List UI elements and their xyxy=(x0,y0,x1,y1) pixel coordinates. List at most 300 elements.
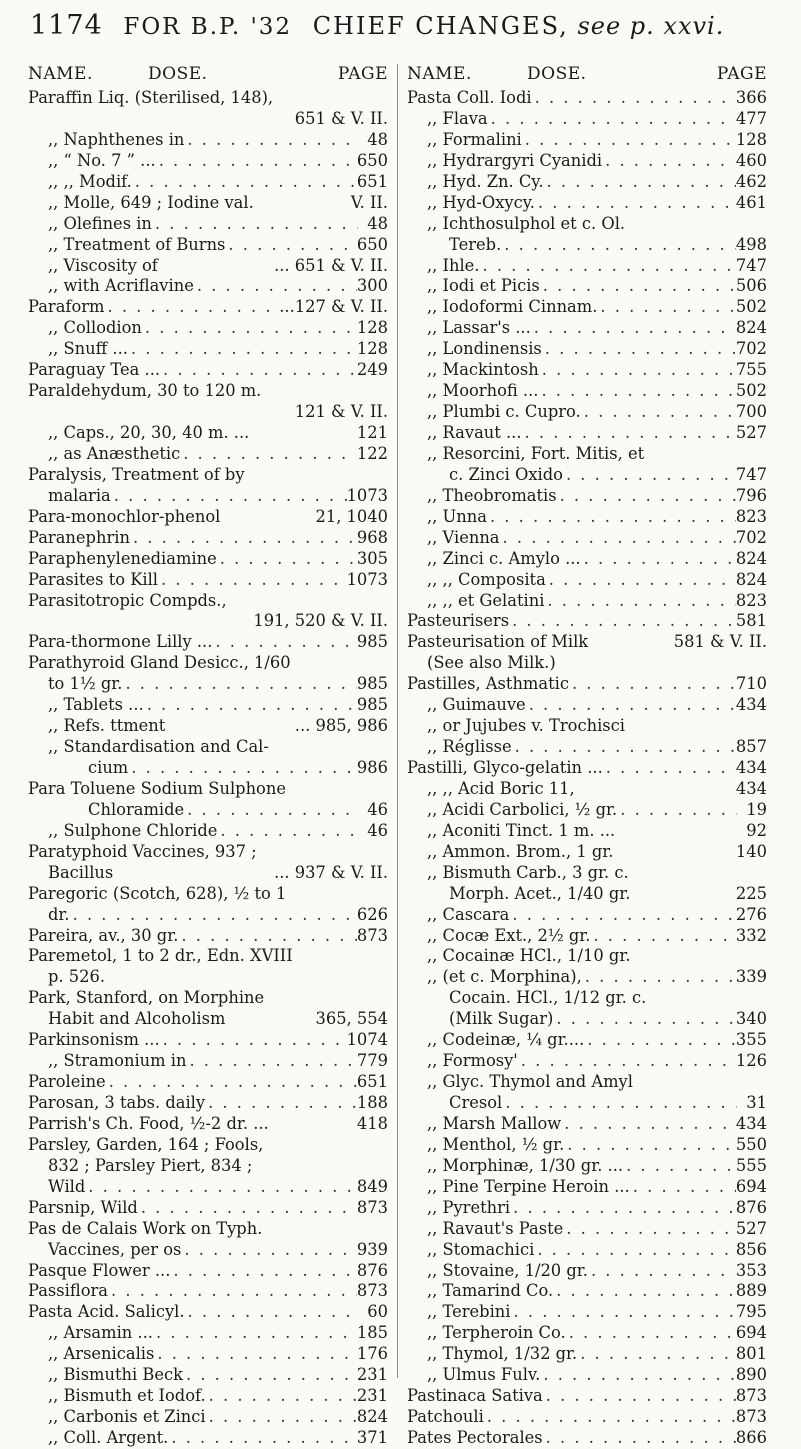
entry-name: ,, Resorcini, Fort. Mitis, et xyxy=(427,443,645,463)
entry-page xyxy=(358,842,388,863)
entry-page: 353 xyxy=(735,1260,767,1280)
index-entry xyxy=(28,1407,388,1428)
index-entry xyxy=(407,1281,767,1302)
entry-page: 231 xyxy=(356,1386,388,1406)
spacer xyxy=(291,653,358,674)
entry-page xyxy=(358,946,388,967)
entry-page: 176 xyxy=(356,1344,388,1364)
entry-name: Pastinaca Sativa xyxy=(407,1386,543,1406)
entry-page: 140 xyxy=(735,841,767,861)
entry-page: 824 xyxy=(735,569,767,589)
entry-page: 128 xyxy=(735,129,767,149)
index-entry xyxy=(28,611,388,632)
index-entry xyxy=(28,800,388,821)
index-entry xyxy=(407,276,767,297)
entry-page: 477 xyxy=(735,108,767,128)
index-entry xyxy=(407,905,767,926)
dot-leader xyxy=(70,905,357,926)
index-entry xyxy=(407,611,767,632)
dot-leader xyxy=(484,1407,736,1428)
entry-name: Vaccines, per os xyxy=(48,1239,182,1259)
index-entry xyxy=(28,444,388,465)
index-entry xyxy=(407,842,767,863)
entry-name: Para-thormone Lilly ... xyxy=(28,632,213,652)
dot-leader xyxy=(582,967,736,988)
dot-leader xyxy=(160,360,357,381)
index-entry xyxy=(28,695,388,716)
entry-name: ,, Iodi et Picis xyxy=(427,276,540,296)
index-entry xyxy=(407,737,767,758)
entry-name: cium xyxy=(88,758,129,777)
entry-name: (Milk Sugar) xyxy=(449,1009,554,1029)
dot-leader xyxy=(543,1386,736,1407)
index-entry xyxy=(407,884,767,905)
entry-page: 527 xyxy=(735,1218,767,1238)
spacer xyxy=(625,214,737,235)
index-entry xyxy=(407,528,767,549)
index-entry xyxy=(28,297,388,318)
index-entry xyxy=(28,988,388,1009)
entry-name: ,, Guimauve xyxy=(427,695,526,715)
dot-leader xyxy=(603,758,736,779)
entry-name: ,, Moorhofi ... xyxy=(427,381,539,401)
entry-page: 889 xyxy=(735,1281,767,1301)
index-entry xyxy=(407,863,767,884)
spacer xyxy=(249,423,357,444)
dot-leader xyxy=(128,339,357,360)
spacer xyxy=(613,842,735,863)
entry-name: ,, Ravaut ... xyxy=(427,423,522,442)
entry-page: 434 xyxy=(735,758,767,777)
dose-heading: DOSE. xyxy=(527,64,587,84)
entry-name: Parkinsonism ... xyxy=(28,1030,160,1050)
entry-page xyxy=(358,653,388,674)
entry-name: (See also Milk.) xyxy=(427,653,556,673)
entry-name: Pasta Coll. Iodi xyxy=(407,88,532,107)
entry-name: ,, Pyrethri xyxy=(427,1197,511,1217)
index-entry xyxy=(407,1051,767,1072)
entry-page: 651 xyxy=(356,171,388,191)
entry-page: 801 xyxy=(735,1344,767,1364)
dot-leader xyxy=(500,528,736,549)
index-entry xyxy=(28,1240,388,1261)
spacer xyxy=(588,632,674,653)
entry-name: Parasitotropic Compds., xyxy=(28,590,227,610)
spacer xyxy=(286,779,358,800)
entry-page: 581 & V. II. xyxy=(673,632,767,652)
index-entry xyxy=(407,172,767,193)
dot-leader xyxy=(539,360,736,381)
index-entry xyxy=(407,444,767,465)
entry-name: malaria xyxy=(48,485,111,505)
entry-name: Bacillus xyxy=(48,862,114,882)
entry-page: 779 xyxy=(356,1051,388,1071)
entry-name: Parosan, 3 tabs. daily xyxy=(28,1093,206,1112)
entry-name: ,, Arsenicalis xyxy=(48,1344,155,1364)
entry-name: ,, Sulphone Chloride xyxy=(48,820,218,840)
entry-page xyxy=(358,1219,388,1240)
index-entry xyxy=(407,1323,767,1344)
entry-name xyxy=(28,611,148,632)
entry-name: Paraform xyxy=(28,297,105,317)
dot-leader xyxy=(144,695,357,716)
entry-page: 873 xyxy=(356,1281,388,1301)
dot-leader xyxy=(510,1198,736,1219)
entry-page: 985 xyxy=(356,695,388,715)
index-entry xyxy=(407,1198,767,1219)
entry-page: 21, 1040 xyxy=(315,506,388,526)
dot-leader xyxy=(542,339,736,360)
entry-name: ,, Ichthosulphol et c. Ol. xyxy=(427,213,626,233)
entry-name: Pasteurisers xyxy=(407,611,510,631)
index-entry xyxy=(28,256,388,277)
spacer xyxy=(257,842,358,863)
dot-leader xyxy=(153,1323,357,1344)
index-entry xyxy=(28,381,388,402)
index-entry xyxy=(28,360,388,381)
entry-page: 305 xyxy=(356,548,388,568)
index-entry xyxy=(407,1428,767,1449)
index-entry xyxy=(28,1302,388,1323)
dot-leader xyxy=(184,130,358,151)
entry-name: Cocain. HCl., 1/12 gr. c. xyxy=(449,988,647,1008)
entry-page: 121 xyxy=(356,423,388,442)
entry-page: 462 xyxy=(735,171,767,191)
entry-name: ,, “ No. 7 ” ... xyxy=(48,150,156,170)
entry-page: 890 xyxy=(735,1365,767,1385)
entry-page xyxy=(358,884,388,905)
entry-name: Paregoric (Scotch, 628), ½ to 1 xyxy=(28,883,287,903)
index-entry xyxy=(28,905,388,926)
index-entry xyxy=(407,1386,767,1407)
index-entry xyxy=(28,967,388,988)
entry-name: ,, Collodion xyxy=(48,318,142,338)
entry-name: ,, Menthol, ½ gr. xyxy=(427,1134,565,1154)
dot-leader xyxy=(543,1428,736,1449)
spacer xyxy=(286,884,358,905)
index-entry xyxy=(28,946,388,967)
entry-name: ,, Cocæ Ext., 2½ gr. xyxy=(427,925,591,945)
dot-leader xyxy=(122,674,356,695)
page-heading: PAGE xyxy=(716,64,767,84)
index-entry xyxy=(407,632,767,653)
entry-name: Paralysis, Treatment of by xyxy=(28,464,245,484)
dot-leader xyxy=(561,1114,736,1135)
entry-name: ,, Thymol, 1/32 gr. xyxy=(427,1344,578,1364)
index-entry xyxy=(28,632,388,653)
entry-name: Para Toluene Sodium Sulphone xyxy=(28,778,286,798)
entry-page: 48 xyxy=(367,213,388,233)
column-header xyxy=(407,64,767,88)
dot-leader xyxy=(205,1093,357,1114)
index-entry xyxy=(28,1051,388,1072)
index-entry xyxy=(407,946,767,967)
entry-name: p. 526. xyxy=(48,967,106,987)
entry-name: Tereb. xyxy=(449,234,502,254)
entry-name: ,, Standardisation and Cal- xyxy=(48,737,269,757)
index-entry xyxy=(28,716,388,737)
index-entry xyxy=(28,653,388,674)
column-header xyxy=(28,64,388,88)
index-entry xyxy=(407,988,767,1009)
entry-name: ,, Arsamin ... xyxy=(48,1323,153,1343)
entry-page: 434 xyxy=(735,695,767,715)
index-entry xyxy=(407,1135,767,1156)
spacer xyxy=(625,716,737,737)
entry-name: ,, Formalini xyxy=(427,129,522,149)
entry-name: ,, Hydrargyri Cyanidi xyxy=(427,150,603,170)
dot-leader xyxy=(588,1261,736,1282)
index-entry xyxy=(407,570,767,591)
entry-page: 506 xyxy=(735,276,767,296)
entry-name: ,, Morphinæ, 1/30 gr. ... xyxy=(427,1155,624,1175)
name-heading: NAME. xyxy=(407,64,472,84)
index-entry xyxy=(28,1323,388,1344)
entry-page: 502 xyxy=(735,297,767,317)
index-entry xyxy=(28,1135,388,1156)
entry-page: 527 xyxy=(735,423,767,442)
dot-leader xyxy=(584,1030,736,1051)
entry-name: ,, Codeinæ, ¼ gr.... xyxy=(427,1030,585,1050)
spacer xyxy=(148,402,295,423)
dot-leader xyxy=(142,318,357,339)
index-entry xyxy=(407,339,767,360)
index-entry xyxy=(407,1344,767,1365)
entry-page: ... 651 & V. II. xyxy=(274,255,388,275)
dot-leader xyxy=(532,88,736,109)
dot-leader xyxy=(186,1051,356,1072)
entry-name: ,, Zinci c. Amylo ... xyxy=(427,548,581,568)
index-entry xyxy=(407,1177,767,1198)
dot-leader xyxy=(535,193,736,214)
entry-name: Pareira, av., 30 gr. xyxy=(28,925,179,945)
dot-leader xyxy=(563,465,736,486)
index-entry xyxy=(28,1114,388,1135)
entry-name: ,, Iodoformi Cinnam. xyxy=(427,297,598,317)
entry-name: ,, Terebini xyxy=(427,1302,511,1322)
index-entry xyxy=(28,172,388,193)
index-entry xyxy=(407,297,767,318)
entry-page: 849 xyxy=(356,1176,388,1196)
entry-page: 873 xyxy=(356,1197,388,1217)
entry-page xyxy=(358,1135,388,1156)
entry-page: 340 xyxy=(735,1009,767,1029)
dot-leader xyxy=(178,926,357,947)
entry-page: 626 xyxy=(356,904,388,924)
entry-name: ,, ,, et Gelatini xyxy=(427,590,545,610)
entry-page: 128 xyxy=(356,339,388,359)
index-entry xyxy=(28,1072,388,1093)
index-entry xyxy=(407,360,767,381)
entry-page: 498 xyxy=(735,234,767,254)
dot-leader xyxy=(566,1323,736,1344)
entry-name: ,, Aconiti Tinct. 1 m. ... xyxy=(427,820,616,840)
index-entry xyxy=(407,256,767,277)
entry-page: 225 xyxy=(735,883,767,903)
index-entry xyxy=(28,109,388,130)
entry-name: ,, Ammon. Brom., 1 gr. xyxy=(427,841,614,861)
entry-page: 866 xyxy=(735,1428,767,1447)
index-entry xyxy=(28,193,388,214)
spacer xyxy=(575,779,736,800)
dot-leader xyxy=(623,1156,736,1177)
entry-page: 694 xyxy=(735,1176,767,1196)
entry-name: ,, Mackintosh xyxy=(427,360,539,380)
entry-page: 651 & V. II. xyxy=(294,108,388,128)
index-entry xyxy=(28,318,388,339)
dot-leader xyxy=(509,611,736,632)
dot-leader xyxy=(217,549,357,570)
dot-leader xyxy=(488,109,736,130)
spacer xyxy=(148,611,253,632)
dot-leader xyxy=(563,1219,736,1240)
spacer xyxy=(245,465,358,486)
index-entry xyxy=(407,800,767,821)
entry-page: 710 xyxy=(735,674,767,694)
index-entry xyxy=(28,130,388,151)
index-entry xyxy=(28,737,388,758)
entry-name: ,, as Anæsthetic xyxy=(48,443,181,463)
entry-name: ,, Naphthenes in xyxy=(48,129,185,149)
entry-name: dr. xyxy=(48,904,70,924)
entry-name: ,, Bismuth Carb., 3 gr. c. xyxy=(427,862,629,882)
entry-page xyxy=(737,653,767,674)
index-entry xyxy=(407,1302,767,1323)
entry-page: 60 xyxy=(367,1302,388,1322)
entry-name: Parasites to Kill xyxy=(28,569,158,589)
dot-leader xyxy=(512,737,736,758)
dot-leader xyxy=(577,1344,736,1365)
dot-leader xyxy=(85,1177,357,1198)
entry-page: 702 xyxy=(735,339,767,359)
dot-leader xyxy=(581,549,736,570)
entry-name: ,, Theobromatis xyxy=(427,485,557,505)
index-entry xyxy=(28,884,388,905)
entry-page: 122 xyxy=(356,443,388,463)
entry-name: Paranephrin xyxy=(28,527,130,547)
spacer xyxy=(269,737,358,758)
dot-leader xyxy=(111,486,347,507)
entry-page: 702 xyxy=(735,527,767,547)
index-entry xyxy=(28,339,388,360)
index-entry xyxy=(407,1093,767,1114)
index-entry xyxy=(28,863,388,884)
entry-page xyxy=(358,988,388,1009)
entry-name: ,, Pine Terpine Heroin ... xyxy=(427,1176,630,1196)
index-entry xyxy=(407,758,767,779)
entry-name: Paraffin Liq. (Sterilised, 148), xyxy=(28,88,274,107)
dot-leader xyxy=(181,1240,357,1261)
spacer xyxy=(225,1009,315,1030)
entry-page: 365, 554 xyxy=(315,1009,388,1029)
entry-name: Pasteurisation of Milk xyxy=(407,632,589,652)
entry-page xyxy=(358,381,388,402)
dot-leader xyxy=(557,486,736,507)
dot-leader xyxy=(630,1177,736,1198)
entry-name: ,, with Acriflavine xyxy=(48,276,194,296)
dot-leader xyxy=(546,570,736,591)
dot-leader xyxy=(479,256,735,277)
spacer xyxy=(165,716,294,737)
entry-name: Pastilli, Glyco-gelatin ... xyxy=(407,758,603,777)
entry-page: 128 xyxy=(356,318,388,338)
entry-page: 823 xyxy=(735,590,767,610)
entry-name: ,, Cocainæ HCl., 1/10 gr. xyxy=(427,946,631,966)
entry-name: Pasta Acid. Salicyl. xyxy=(28,1302,185,1322)
entry-name: ,, Molle, 649 ; Iodine val. xyxy=(48,192,254,212)
entry-name: ,, Plumbi c. Cupro. xyxy=(427,402,581,422)
entry-page: 555 xyxy=(735,1155,767,1175)
index-entry xyxy=(28,821,388,842)
entry-page: 873 xyxy=(735,1386,767,1406)
dot-leader xyxy=(130,528,357,549)
entry-page: 1074 xyxy=(346,1030,388,1050)
entry-name: ,, Londinensis xyxy=(427,339,542,359)
entry-name: ,, Bismuth et Iodof. xyxy=(48,1386,206,1406)
spacer xyxy=(105,967,358,988)
entry-name: ,, Stovaine, 1/20 gr. xyxy=(427,1260,588,1280)
see-reference: see p. xxvi. xyxy=(577,12,725,40)
entry-name: ,, Acidi Carbolici, ½ gr. xyxy=(427,799,618,819)
entry-page xyxy=(358,779,388,800)
spacer xyxy=(269,1114,357,1135)
entry-name: ,, Coll. Argent. xyxy=(48,1428,169,1447)
entry-page: 651 xyxy=(356,1072,388,1092)
dot-leader xyxy=(522,130,736,151)
dot-leader xyxy=(602,151,736,172)
entry-name: ,, Terpheroin Co. xyxy=(427,1323,566,1343)
index-entries xyxy=(28,88,388,1449)
entry-name: Para-monochlor-phenol xyxy=(28,506,221,526)
dot-leader xyxy=(553,1281,736,1302)
entry-page: 824 xyxy=(735,548,767,568)
entry-page: 650 xyxy=(356,234,388,254)
entry-name: ,, Viscosity of xyxy=(48,255,158,275)
dot-leader xyxy=(509,905,736,926)
spacer xyxy=(629,863,737,884)
entry-name: ,, Vienna xyxy=(427,527,500,547)
entry-name: Parrish's Ch. Food, ½-2 dr. ... xyxy=(28,1113,269,1133)
column-divider xyxy=(397,64,398,1378)
entry-name: Parathyroid Gland Desicc., 1/60 xyxy=(28,653,291,673)
entry-page: 191, 520 & V. II. xyxy=(253,611,388,631)
spacer xyxy=(148,109,295,130)
entry-page: 824 xyxy=(735,318,767,338)
entry-name: Habit and Alcoholism xyxy=(48,1009,226,1029)
entry-page: 747 xyxy=(735,255,767,275)
entry-name: ,, Caps., 20, 30, 40 m. ... xyxy=(48,423,250,442)
spacer xyxy=(254,193,351,214)
name-heading: NAME. xyxy=(28,64,93,84)
entry-name: Pasque Flower ... xyxy=(28,1260,171,1280)
dot-leader xyxy=(138,1198,357,1219)
dot-leader xyxy=(184,800,358,821)
entry-name: Parsley, Garden, 164 ; Fools, xyxy=(28,1134,264,1154)
entry-page: 461 xyxy=(735,192,767,212)
index-entry xyxy=(28,151,388,172)
entry-name: Paraguay Tea ... xyxy=(28,360,161,380)
dot-leader xyxy=(212,632,357,653)
edition-label: FOR B.P. '32 xyxy=(123,14,293,40)
index-entry xyxy=(407,1072,767,1093)
index-entry xyxy=(407,318,767,339)
entry-page: 19 xyxy=(746,799,767,819)
entry-page xyxy=(737,988,767,1009)
spacer xyxy=(252,1156,358,1177)
index-entry xyxy=(28,1156,388,1177)
spacer xyxy=(158,256,274,277)
index-entry xyxy=(28,1219,388,1240)
